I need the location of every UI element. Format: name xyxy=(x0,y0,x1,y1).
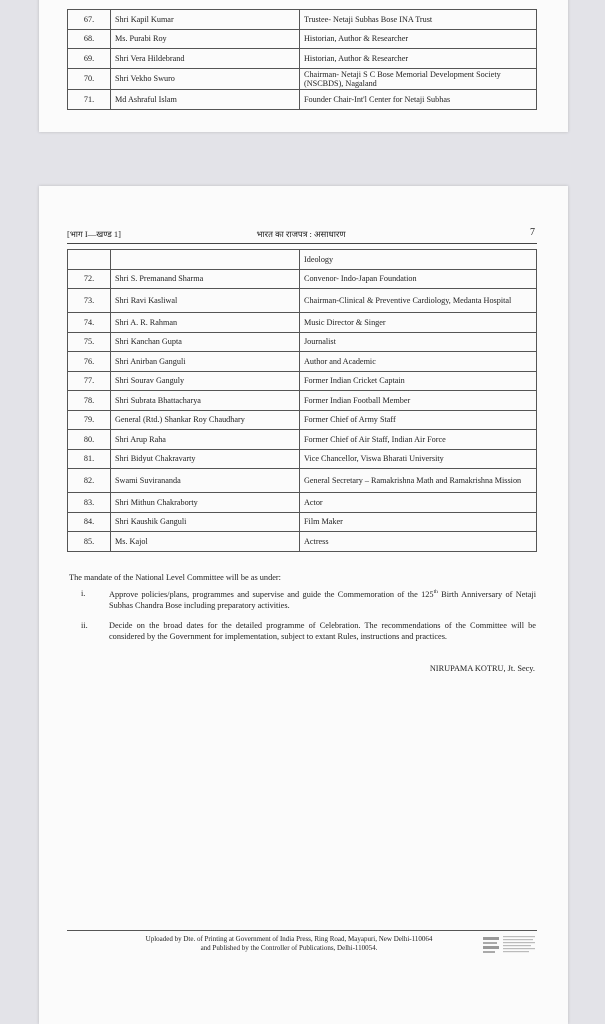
member-designation: Journalist xyxy=(300,332,537,352)
table-row xyxy=(68,410,537,430)
member-name: Shri Kanchan Gupta xyxy=(111,332,300,352)
table-row xyxy=(68,532,537,552)
digital-signature-stamp-icon xyxy=(483,935,537,957)
header-part-section: [भाग I—खण्ड 1] xyxy=(67,229,121,239)
member-designation: Film Maker xyxy=(300,512,537,532)
item-text: Decide on the broad dates for the detailed programme of Celebration. The recommendations of the Committee will be considered by the Government for implementation, subject to extant Rules, instructions and practices. xyxy=(109,621,536,641)
member-name: Shri S. Premanand Sharma xyxy=(111,269,300,289)
member-designation: Trustee- Netaji Subhas Bose INA Trust xyxy=(300,10,537,30)
item-text: Approve policies/plans, programmes and supervise and guide the Commemoration of the 125th Birth Anniversary of Netaji Subhas Chandra Bose including preparatory activities. xyxy=(109,589,537,610)
member-designation: Historian, Author & Researcher xyxy=(300,29,537,49)
signatory: NIRUPAMA KOTRU, Jt. Secy. xyxy=(429,664,535,673)
member-name: Ms. Kajol xyxy=(111,532,300,552)
mandate-intro: The mandate of the National Level Committee will be as under: xyxy=(69,573,281,582)
serial-number: 80. xyxy=(68,430,111,450)
member-designation: Convenor- Indo-Japan Foundation xyxy=(300,269,537,289)
page-number: 7 xyxy=(530,227,535,238)
member-designation: Former Chief of Air Staff, Indian Air Force xyxy=(300,430,537,450)
member-designation: Actor xyxy=(300,493,537,513)
table-row xyxy=(68,332,537,352)
table-row xyxy=(68,493,537,513)
table-row xyxy=(68,68,537,90)
serial-number: 71. xyxy=(68,90,111,110)
gazette-page xyxy=(39,186,568,1024)
table-row xyxy=(68,313,537,333)
mandate-item xyxy=(69,589,536,611)
table-row xyxy=(68,391,537,411)
mandate-item xyxy=(69,621,536,643)
serial-number: 82. xyxy=(68,469,111,493)
page-header xyxy=(67,229,535,243)
serial-number: 73. xyxy=(68,289,111,313)
member-name: Ms. Purabi Roy xyxy=(111,29,300,49)
serial-number: 70. xyxy=(68,68,111,90)
members-table-continued xyxy=(67,9,537,110)
member-designation: Actress xyxy=(300,532,537,552)
publication-footer xyxy=(99,935,479,953)
ordinal-suffix: th xyxy=(433,589,438,595)
serial-number xyxy=(68,250,111,270)
serial-number: 67. xyxy=(68,10,111,30)
member-designation: Vice Chancellor, Viswa Bharati University xyxy=(300,449,537,469)
header-divider xyxy=(67,243,537,244)
member-name: Shri Arup Raha xyxy=(111,430,300,450)
table-row xyxy=(68,90,537,110)
table-row xyxy=(68,49,537,69)
member-designation: Former Indian Football Member xyxy=(300,391,537,411)
table-row xyxy=(68,352,537,372)
member-name: Shri Ravi Kasliwal xyxy=(111,289,300,313)
table-row xyxy=(68,512,537,532)
member-designation: General Secretary – Ramakrishna Math and Ramakrishna Mission xyxy=(300,469,537,493)
member-designation: Founder Chair-Int'l Center for Netaji Subhas xyxy=(300,90,537,110)
member-designation: Historian, Author & Researcher xyxy=(300,49,537,69)
member-name: Shri Bidyut Chakravarty xyxy=(111,449,300,469)
member-name xyxy=(111,250,300,270)
members-table xyxy=(67,249,537,552)
member-designation: Author and Academic xyxy=(300,352,537,372)
member-designation: Former Indian Cricket Captain xyxy=(300,371,537,391)
member-name: Md Ashraful Islam xyxy=(111,90,300,110)
serial-number: 79. xyxy=(68,410,111,430)
member-name: Shri Vekho Swuro xyxy=(111,68,300,90)
footer-line: Uploaded by Dte. of Printing at Government of India Press, Ring Road, Mayapuri, New Delhi-110064 xyxy=(145,935,433,943)
member-name: Shri Anirban Ganguli xyxy=(111,352,300,372)
serial-number: 81. xyxy=(68,449,111,469)
member-designation: Music Director & Singer xyxy=(300,313,537,333)
serial-number: 69. xyxy=(68,49,111,69)
serial-number: 68. xyxy=(68,29,111,49)
serial-number: 85. xyxy=(68,532,111,552)
previous-page-fragment xyxy=(39,0,568,132)
table-row xyxy=(68,269,537,289)
serial-number: 83. xyxy=(68,493,111,513)
member-name: Shri Kapil Kumar xyxy=(111,10,300,30)
member-name: Shri Mithun Chakraborty xyxy=(111,493,300,513)
member-designation: Chairman-Clinical & Preventive Cardiology, Medanta Hospital xyxy=(300,289,537,313)
member-name: Shri A. R. Rahman xyxy=(111,313,300,333)
serial-number: 78. xyxy=(68,391,111,411)
serial-number: 75. xyxy=(68,332,111,352)
member-name: General (Rtd.) Shankar Roy Chaudhary xyxy=(111,410,300,430)
table-row xyxy=(68,469,537,493)
table-row xyxy=(68,430,537,450)
table-row xyxy=(68,371,537,391)
serial-number: 84. xyxy=(68,512,111,532)
member-designation: Chairman- Netaji S C Bose Memorial Development Society (NSCBDS), Nagaland xyxy=(300,68,537,90)
member-name: Swami Suvirananda xyxy=(111,469,300,493)
item-marker: ii. xyxy=(81,621,88,630)
member-designation: Ideology xyxy=(300,250,537,270)
serial-number: 77. xyxy=(68,371,111,391)
table-row xyxy=(68,10,537,30)
table-row xyxy=(68,449,537,469)
member-designation: Former Chief of Army Staff xyxy=(300,410,537,430)
footer-line: and Published by the Controller of Publications, Delhi-110054. xyxy=(200,943,378,952)
serial-number: 76. xyxy=(68,352,111,372)
footer-divider xyxy=(67,930,537,931)
header-gazette-title: भारत का राजपत्र : असाधारण xyxy=(256,229,346,239)
item-marker: i. xyxy=(81,589,86,598)
table-row xyxy=(68,29,537,49)
member-name: Shri Kaushik Ganguli xyxy=(111,512,300,532)
member-name: Shri Subrata Bhattacharya xyxy=(111,391,300,411)
member-name: Shri Vera Hildebrand xyxy=(111,49,300,69)
member-name: Shri Sourav Ganguly xyxy=(111,371,300,391)
serial-number: 72. xyxy=(68,269,111,289)
table-row xyxy=(68,289,537,313)
table-row xyxy=(68,250,537,270)
serial-number: 74. xyxy=(68,313,111,333)
